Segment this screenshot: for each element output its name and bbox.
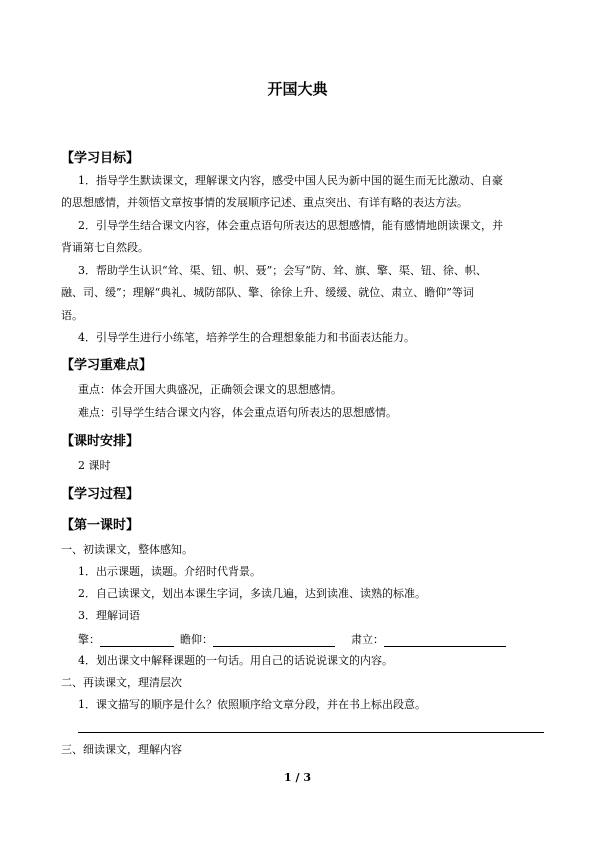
fill-label-qing: 擎： [78,633,100,646]
page-number: 1 / 3 [284,771,311,784]
step-2-heading: 二、再读课文，理清层次 [61,676,182,689]
schedule-heading: 【课时安排】 [61,434,140,449]
step-1-item-1: 1．出示课题，读题。介绍时代背景。 [78,565,261,578]
answer-line[interactable] [78,732,544,733]
objective-1-line-1: 1．指导学生默读课文，理解课文内容，感受中国人民为新中国的诞生而无比激动、自豪 [78,174,503,187]
difficult-point: 难点：引导学生结合课文内容，体会重点语句所表达的思想感情。 [78,406,397,419]
objective-1-line-2: 的思想感情，并领悟文章按事情的发展顺序记述、重点突出、有详有略的表达方法。 [61,196,468,209]
process-heading: 【学习过程】 [61,487,140,502]
fill-label-zhanyang: 瞻仰： [180,633,213,646]
blank-zhanyang[interactable] [213,634,335,647]
lesson-1-heading: 【第一课时】 [61,518,140,533]
objective-4: 4．引导学生进行小练笔，培养学生的合理想象能力和书面表达能力。 [78,331,415,344]
blank-suli[interactable] [384,634,506,647]
objective-3-line-1: 3．帮助学生认识“耸、渠、钮、帜、聂”；会写“防、耸、旗、擎、渠、钮、徐、帜、 [78,264,487,277]
schedule-text: 2 课时 [78,459,111,472]
step-1-heading: 一、初读课文，整体感知。 [61,543,193,556]
vocabulary-fill-row [78,631,512,647]
step-1-item-4: 4．划出课文中解释课题的一句话。用自己的话说说课文的内容。 [78,654,393,667]
page-title: 开国大典 [267,80,328,98]
step-1-item-3: 3．理解词语 [78,609,140,622]
key-points-heading: 【学习重难点】 [61,358,153,373]
objectives-heading: 【学习目标】 [61,151,140,166]
objective-3-line-3: 语。 [61,309,83,322]
blank-qing[interactable] [100,634,174,647]
fill-label-suli: 肃立： [351,633,384,646]
key-point: 重点：体会开国大典盛况，正确领会课文的思想感情。 [78,383,342,396]
objective-2-line-2: 背诵第七自然段。 [61,241,149,254]
step-1-item-2: 2．自己读课文，划出本课生字词，多读几遍，达到读准、读熟的标准。 [78,587,426,600]
step-2-item-1: 1．课文描写的顺序是什么？依照顺序给文章分段，并在书上标出段意。 [78,698,426,711]
objective-2-line-1: 2．引导学生结合课文内容，体会重点语句所表达的思想感情，能有感情地朗读课文，并 [78,219,503,232]
step-3-heading: 三、细读课文，理解内容 [61,743,182,756]
objective-3-line-2: 融、司、缓”；理解“典礼、城防部队、擎、徐徐上升、缓缓、就位、肃立、瞻仰”等词 [61,286,474,299]
